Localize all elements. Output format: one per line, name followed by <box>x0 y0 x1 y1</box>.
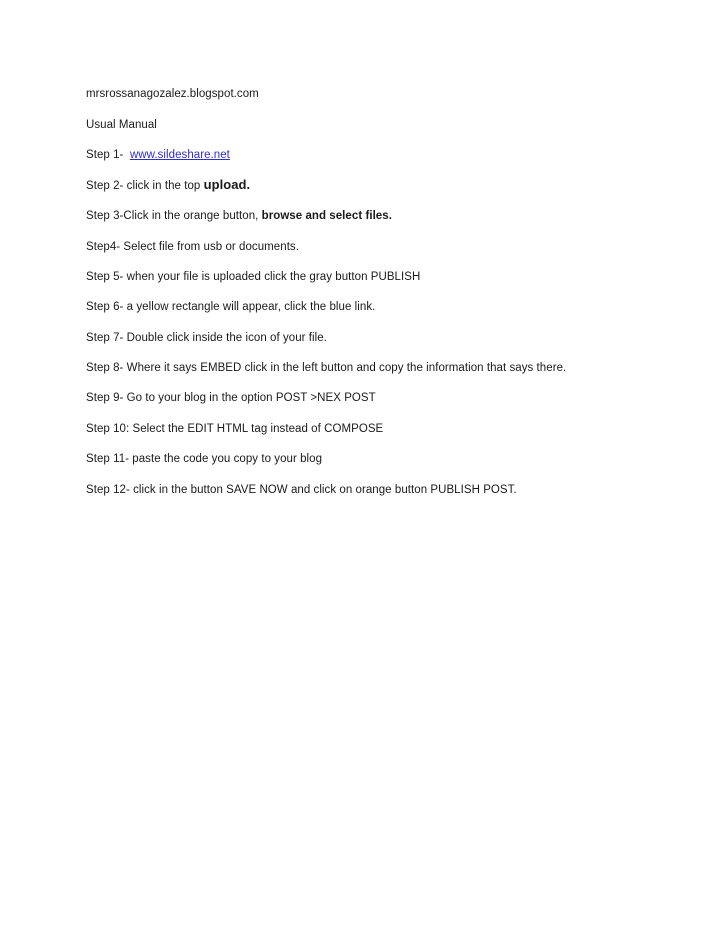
step-3 <box>86 209 392 223</box>
step-4: Step4- Select file from usb or documents. <box>86 241 299 253</box>
step-9: Step 9- Go to your blog in the option POST >NEX POST <box>86 392 376 404</box>
step-3-text: Step 3-Click in the orange button, <box>86 210 259 222</box>
step-1-prefix: Step 1- <box>86 149 124 161</box>
step-6: Step 6- a yellow rectangle will appear, click the blue link. <box>86 301 376 313</box>
step-7: Step 7- Double click inside the icon of your file. <box>86 332 327 344</box>
step-10: Step 10: Select the EDIT HTML tag instead of COMPOSE <box>86 423 384 435</box>
document-title: Usual Manual <box>86 119 157 131</box>
step-11: Step 11- paste the code you copy to your blog <box>86 453 323 465</box>
step-12: Step 12- click in the button SAVE NOW and click on orange button PUBLISH POST. <box>86 484 517 496</box>
step-1 <box>86 148 230 162</box>
step-3-bold-text: browse and select files. <box>261 210 392 222</box>
blog-url-text: mrsrossanagozalez.blogspot.com <box>86 88 259 100</box>
step-2-text: Step 2- click in the top <box>86 180 201 192</box>
step-2-bold-text: upload. <box>203 177 251 192</box>
step-2 <box>86 178 250 193</box>
step-5: Step 5- when your file is uploaded click the gray button PUBLISH <box>86 271 421 283</box>
slideshare-link[interactable]: www.sildeshare.net <box>129 149 230 161</box>
step-8: Step 8- Where it says EMBED click in the left button and copy the information that says there. <box>86 362 567 374</box>
